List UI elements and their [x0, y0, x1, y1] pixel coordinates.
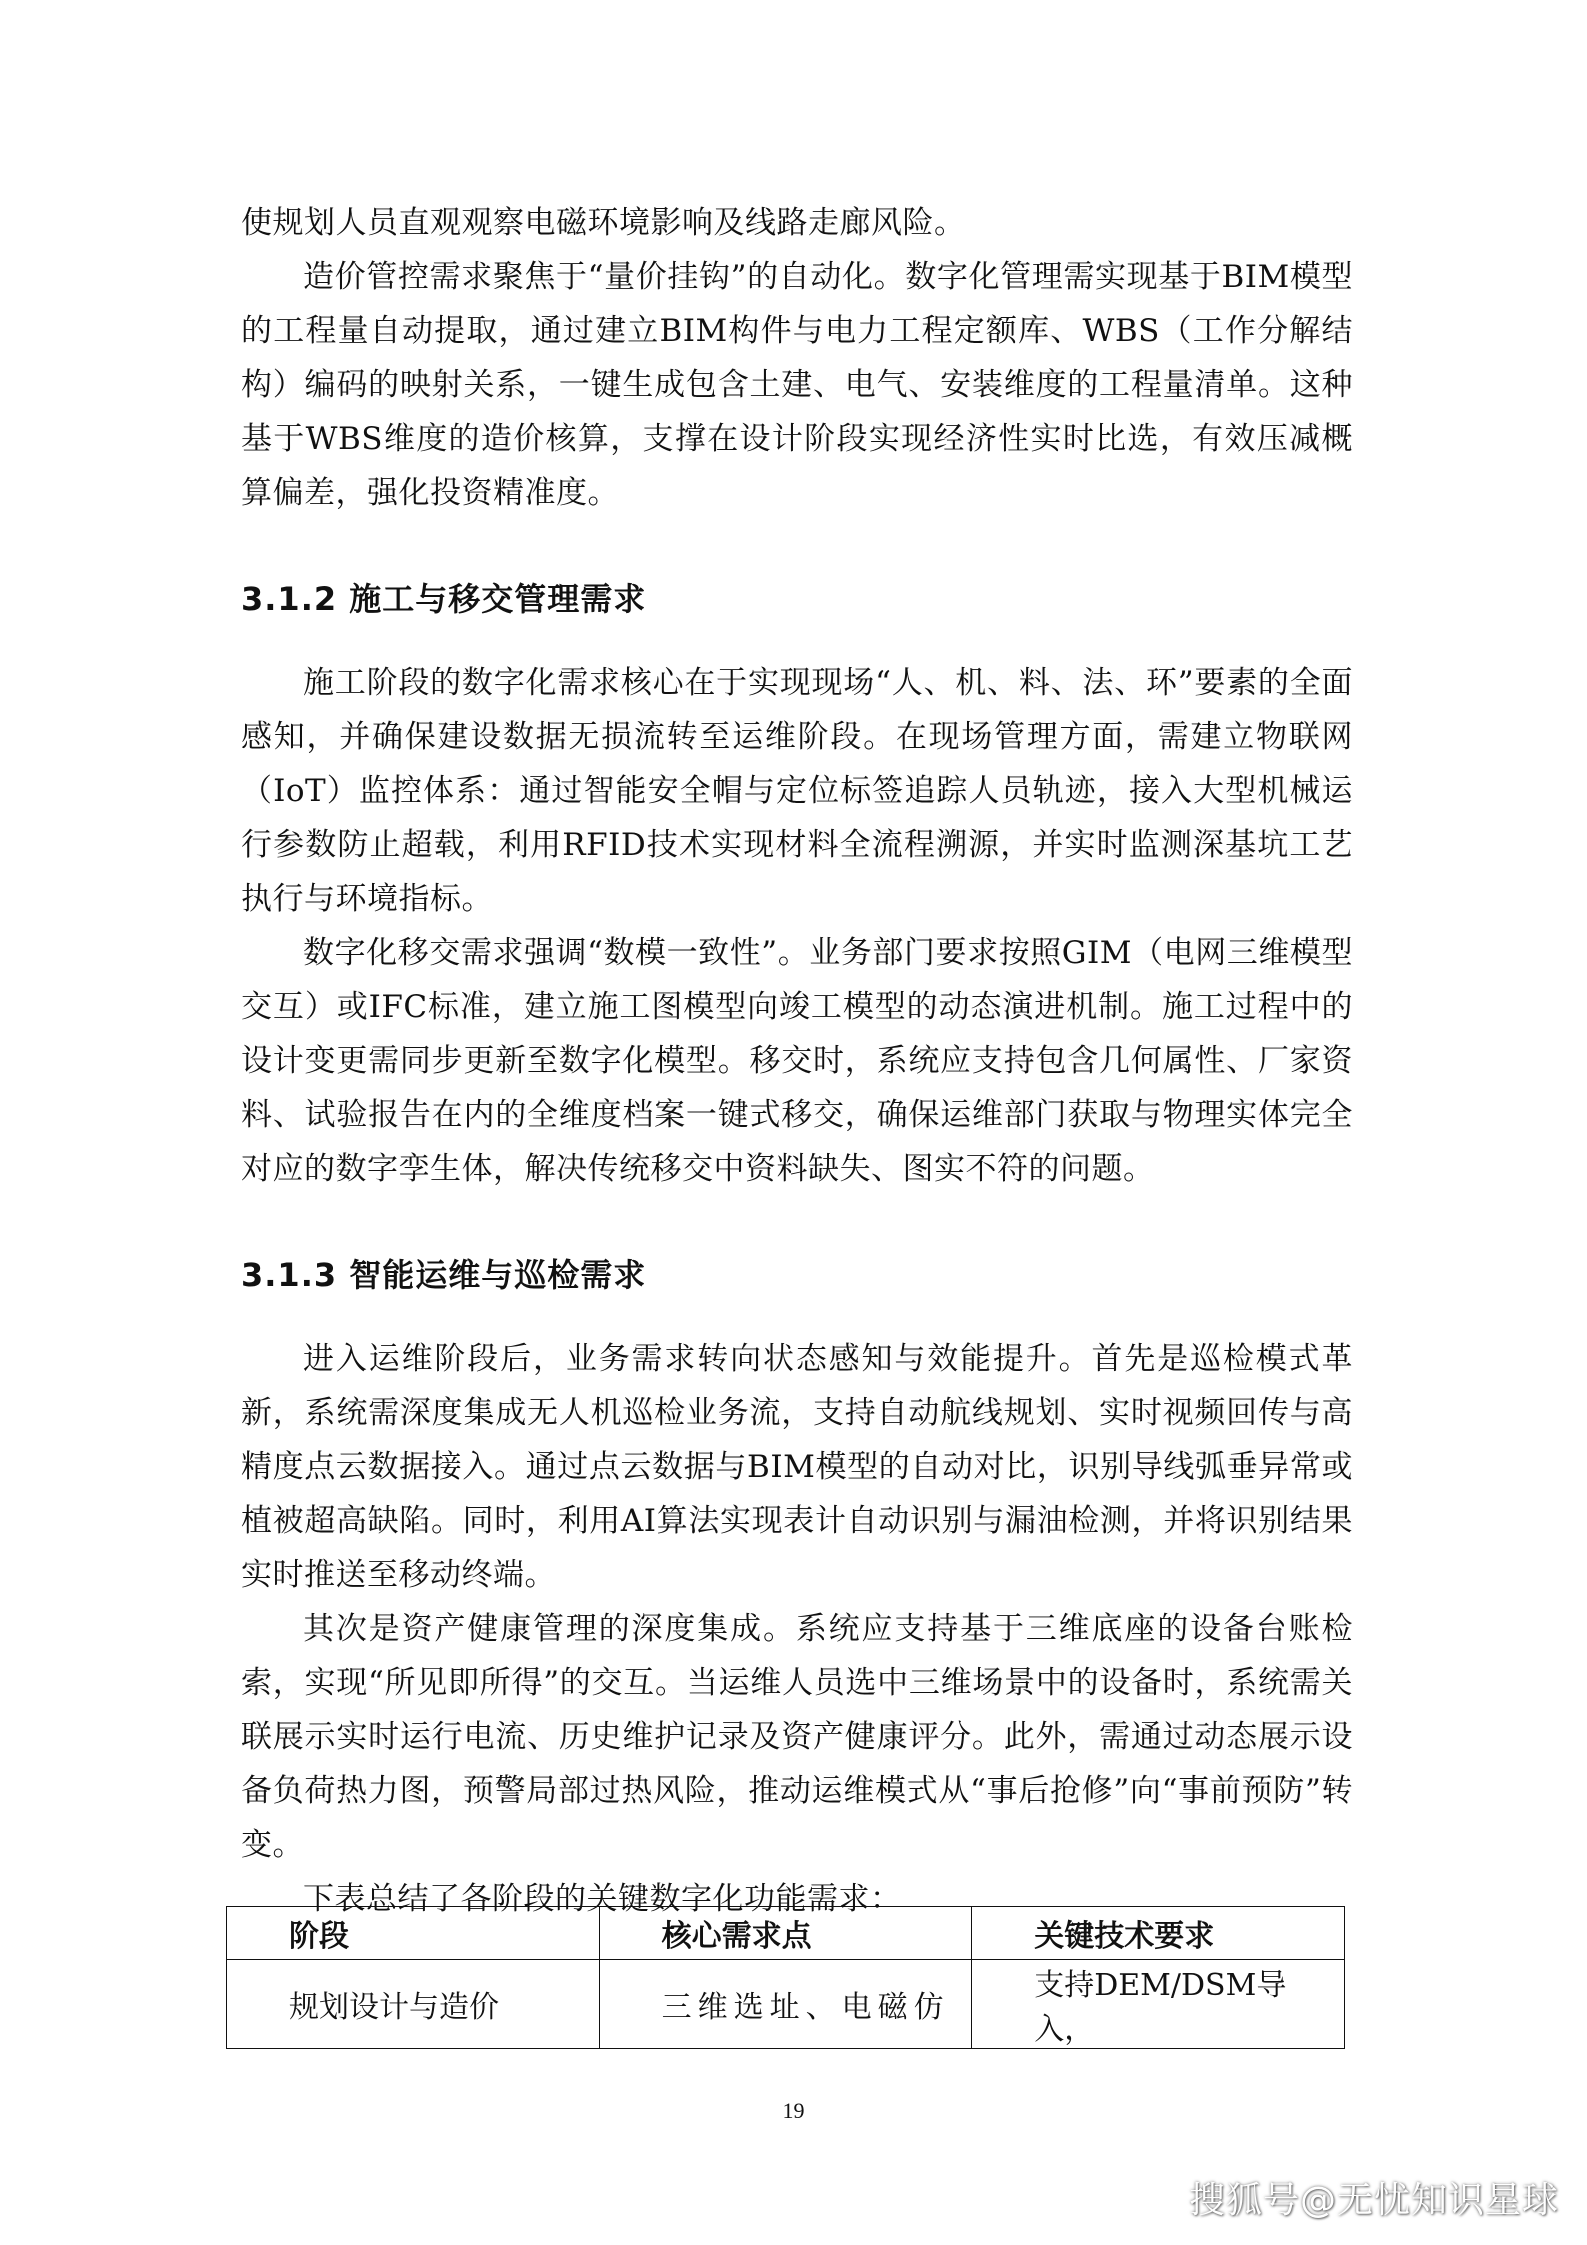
- table-header-core-needs: 核心需求点: [599, 1907, 972, 1960]
- paragraph-inspection: 进入运维阶段后，业务需求转向状态感知与效能提升。首先是巡检模式革新，系统需深度集成无人机巡检业务流，支持自动航线规划、实时视频回传与高精度点云数据接入。通过点云数据与BIM模型的自动对比，识别导线弧垂异常或植被超高缺陷。同时，利用AI算法实现表计自动识别与漏油检测，并将识别结果实时推送至移动终端。: [241, 1341, 1353, 1593]
- paragraph-table-intro: 下表总结了各阶段的关键数字化功能需求：: [303, 1881, 902, 1917]
- table-row: [227, 1960, 1345, 2049]
- page-number: 19: [782, 2098, 805, 2123]
- section-heading-3-1-3: 3.1.3 智能运维与巡检需求: [241, 1256, 647, 1294]
- paragraph-continued: 使规划人员直观观察电磁环境影响及线路走廊风险。: [241, 205, 966, 241]
- section-heading-3-1-2: 3.1.2 施工与移交管理需求: [241, 580, 647, 618]
- table-cell-stage: 规划设计与造价: [227, 1960, 600, 2049]
- table-cell-key-tech: 支持DEM/DSM导入，: [972, 1960, 1345, 2049]
- paragraph-digital-handover: 数字化移交需求强调“数模一致性”。业务部门要求按照GIM（电网三维模型交互）或IFC标准，建立施工图模型向竣工模型的动态演进机制。施工过程中的设计变更需同步更新至数字化模型。移交时，系统应支持包含几何属性、厂家资料、试验报告在内的全维度档案一键式移交，确保运维部门获取与物理实体完全对应的数字孪生体，解决传统移交中资料缺失、图实不符的问题。: [241, 935, 1353, 1187]
- paragraph-cost-control: 造价管控需求聚焦于“量价挂钩”的自动化。数字化管理需实现基于BIM模型的工程量自动提取，通过建立BIM构件与电力工程定额库、WBS（工作分解结构）编码的映射关系，一键生成包含土建、电气、安装维度的工程量清单。这种基于WBS维度的造价核算，支撑在设计阶段实现经济性实时比选，有效压减概算偏差，强化投资精准度。: [241, 259, 1353, 511]
- table-header-key-tech: 关键技术要求: [972, 1907, 1345, 1960]
- watermark: 搜狐号@无忧知识星球: [1188, 2180, 1559, 2221]
- table-header-row: [227, 1907, 1345, 1960]
- paragraph-asset-health: 其次是资产健康管理的深度集成。系统应支持基于三维底座的设备台账检索，实现“所见即所得”的交互。当运维人员选中三维场景中的设备时，系统需关联展示实时运行电流、历史维护记录及资产健康评分。此外，需通过动态展示设备负荷热力图，预警局部过热风险，推动运维模式从“事后抢修”向“事前预防”转变。: [241, 1611, 1353, 1863]
- table-cell-core-needs: 三维选址、电磁仿: [599, 1960, 972, 2049]
- paragraph-construction-needs: 施工阶段的数字化需求核心在于实现现场“人、机、料、法、环”要素的全面感知，并确保建设数据无损流转至运维阶段。在现场管理方面，需建立物联网（IoT）监控体系：通过智能安全帽与定位标签追踪人员轨迹，接入大型机械运行参数防止超载，利用RFID技术实现材料全流程溯源，并实时监测深基坑工艺执行与环境指标。: [241, 665, 1353, 917]
- page-content: [241, 196, 1353, 1926]
- requirements-table: [226, 1906, 1345, 2049]
- table-header-stage: 阶段: [227, 1907, 600, 1960]
